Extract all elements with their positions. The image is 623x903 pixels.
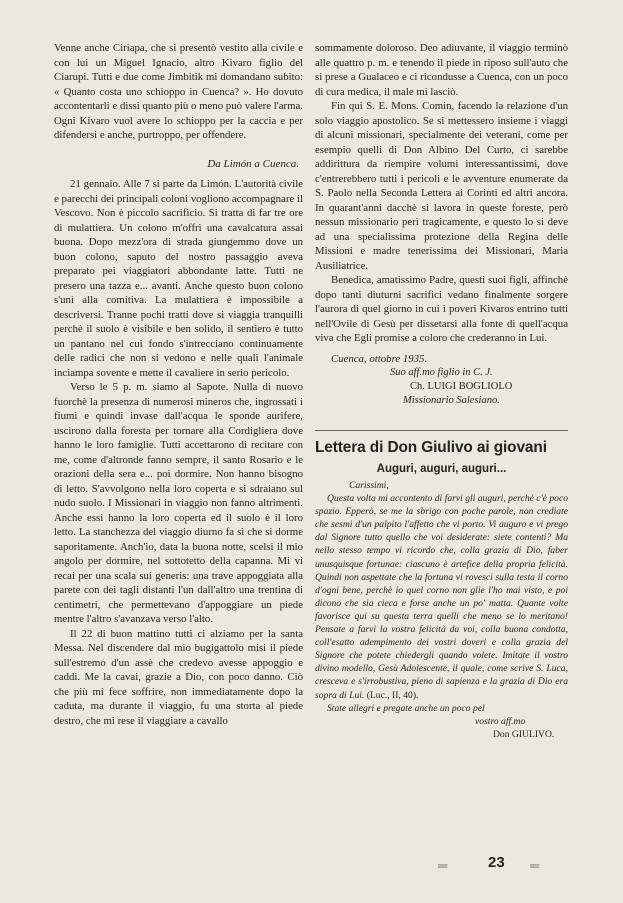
bible-reference: (Luc., II, 40).: [366, 689, 419, 701]
paragraph: Fin qui S. E. Mons. Comin, facendo la relazione d'un solo viaggio apostolico. Se si mettessero insieme i viaggi di alcuni missionari, specialmente dei veterani, come per esempio quelli di Don Albino Del Curto, ci sarebbe addirittura da riempire volumi interessantissimi, dove c'entrerebbero tutti i pericoli e le avventure enumerate da S. Paolo nella Seconda Lettera ai Corinti ed altri ancora. In quarant'anni dacchè si lavora in queste foreste, però nessun missionario perì tragicamente, e questo lo si deve ad una specialissima protezione della Regina delle Missioni e madre tenerissima dei Missionari, Maria Ausiliatrice.: [315, 100, 568, 272]
paragraph: Venne anche Ciriapa, che si presentò vestito alla civile e con lui un Miguel Ignacio, altro Kivaro figlio del Ciarupi. Tutti e due come Jimbitik mi domandano subito: « Quanto costa uno schioppo in Cuenca? ». Ho dovuto accontentarli e dissi quanto più o meno può valere l'arma. Ogni Kivaro vuol avere lo schioppo per la caccia e per difendersi e anche, purtroppo, per offendere.: [54, 42, 303, 141]
paragraph: Verso le 5 p. m. siamo al Sapote. Nulla di nuovo fuorchè la presenza di numerosi mineros che, ingrossati i fiumi e quindi invase dall'acqua le sponde aurifere, uscirono dalla foresta per tornare alla Cordigliera dove hanno le loro famiglie. Tutti accettarono di recitare con me, come d'altronde fanno sempre, il santo Rosario e le orazioni della sera e... poi dormire. Non hanno bisogno di letto. S'avvolgono nella loro coperta e si sdraiano sul nudo suolo. I Missionari in viaggio non fanno altrimenti. Anche essi hanno la loro coperta ed il suolo è il loro letto. La stanchezza del viaggio diurno fa sì che si dorme saporitamente. Anch'io, data la buona notte, scelsi il mio angolo per dormire, nel sottotetto della capanna. Mi vi recai per una scala sui generis: una trave appoggiata alla parete con dei tagli distanti l'un dall'altro una trentina di centimetri, che permettevano d'appoggiare un piede mentre l'altro s'avanzava verso l'alto.: [54, 381, 303, 625]
letter-text: Questa volta mi accontento di farvi gli auguri, perchè c'è poco spazio. Epperò, se me la sbrigo con poche parole, non crediate che sesmi d'un palpito l'affetto che vi porto. Vi auguro e vi prego dal Signore tutto quello che voi desiderate: siete contenti? Ma nello stesso tempo vi ricordo che, colla grazia di Dio, faber unusquisque fortunae: ciascuno è artefice della propria felicità. Quindi non aspettate che la fortuna vi rovesci sulla testa il corno d'ogni bene, perchè io quel corno non glie l'ho mai visto, e poi dicono che sia cieca e forse anche un po' matta. Quante volte favorisce qui su questa terra quelli che meno se lo meritano! Pensate a farvi la vostra felicità da voi, colla buona condotta, coll'esatto adempimento dei vostri doveri e colla grazia del Signore che potete chiedergli quando volete. Imitate il vostro divino modello, Gesù Adolescente, il quale, come scrive S. Luca, cresceva e s'irrobustiva, pieno di sapienza e la grazia di Dio era sopra di Lui.: [315, 493, 568, 701]
paragraph: State allegri e pregate anche un poco pel: [327, 702, 485, 714]
letter-body: [315, 479, 568, 741]
place-date: Cuenca, ottobre 1935.: [331, 352, 428, 365]
right-column: [315, 41, 568, 741]
letter-closing: vostro aff.mo: [475, 715, 526, 727]
left-column: [54, 41, 303, 728]
signature-role: Missionario Salesiano.: [403, 395, 500, 406]
ornament-icon: ═: [438, 858, 448, 873]
paragraph: Benedica, amatissimo Padre, questi suoi figli, affinchè dopo tanti diuturni sacrifici vedano finalmente sorgere l'aurora di quel giorno in cui i poveri Kivaros entrino tutti nell'Ovile di Gesù per dissetarsi alla fonte di quell'acqua viva che Egli promise a coloro che crederanno in Lui.: [315, 274, 568, 344]
paragraph: Il 22 di buon mattino tutti ci alziamo per la santa Messa. Nel discendere dal mio bugigattolo misi il piede sull'estremo d'un assè che credevo avesse appoggio e caddi. Me la cavai, grazie a Dio, con poco danno. Ciò che più mi fece soffrire, non immediatamente dopo la caduta, ma durante il viaggio, fu una storta al piede destro, che mi rese il viaggiare a cavallo: [54, 627, 303, 727]
section-divider: [315, 430, 568, 431]
paragraph: [315, 492, 568, 702]
paragraph: sommamente doloroso. Deo adiuvante, il viaggio terminò alle quattro p. m. e tenendo il piede in riposo sull'auto che si prese a Gualaceo e ci ricondusse a Cuenca, con un poco di cura medica, il male mi lasciò.: [315, 42, 568, 98]
article-subtitle: Auguri, auguri, auguri...: [376, 463, 507, 475]
letter-salutation: Carissimi,: [349, 480, 389, 491]
article-title: Lettera di Don Giulivo ai giovani: [315, 439, 547, 456]
signature-line: Suo aff.mo figlio in C. J.: [390, 367, 493, 378]
page-footer: [438, 854, 568, 878]
section-subheading: Da Limón a Cuenca.: [207, 157, 299, 170]
page-number: 23: [488, 854, 505, 871]
letter-signature: Don GIULIVO.: [493, 728, 555, 740]
ornament-icon: ═: [530, 858, 540, 873]
signature-name: Ch. LUIGI BOGLIOLO: [410, 381, 513, 392]
signature-block: [315, 366, 568, 408]
paragraph: 21 gennaio. Alle 7 si parte da Limón. L'autorità civile e parecchi dei principali coloni vogliono accompagnare il Vescovo. Non è piccolo sacrificio. Si tratta di far tre ore di mulattiera. Un colono m'offrì una cavalcatura assai buona. Dopo mezz'ora di strada giungemmo dove un buon colono, saputo del nostro passaggio aveva preparato pei viaggiatori abbondante latte. Tutti ne presero una tazza e... avanti. Anche questo buon colono s'unì alla comitiva. La mulattiera è impossibile a descriversi. Tranne pochi tratti dove si viaggia tranquilli perchè il suolo è visibile e ben solido, il sentiero è tutto un pantano nel cui fondo s'intrecciano continuamente delle radici che non si vedono e nelle quali l'animale inciampa sovente e mette il cavaliere in serio pericolo.: [54, 178, 303, 379]
